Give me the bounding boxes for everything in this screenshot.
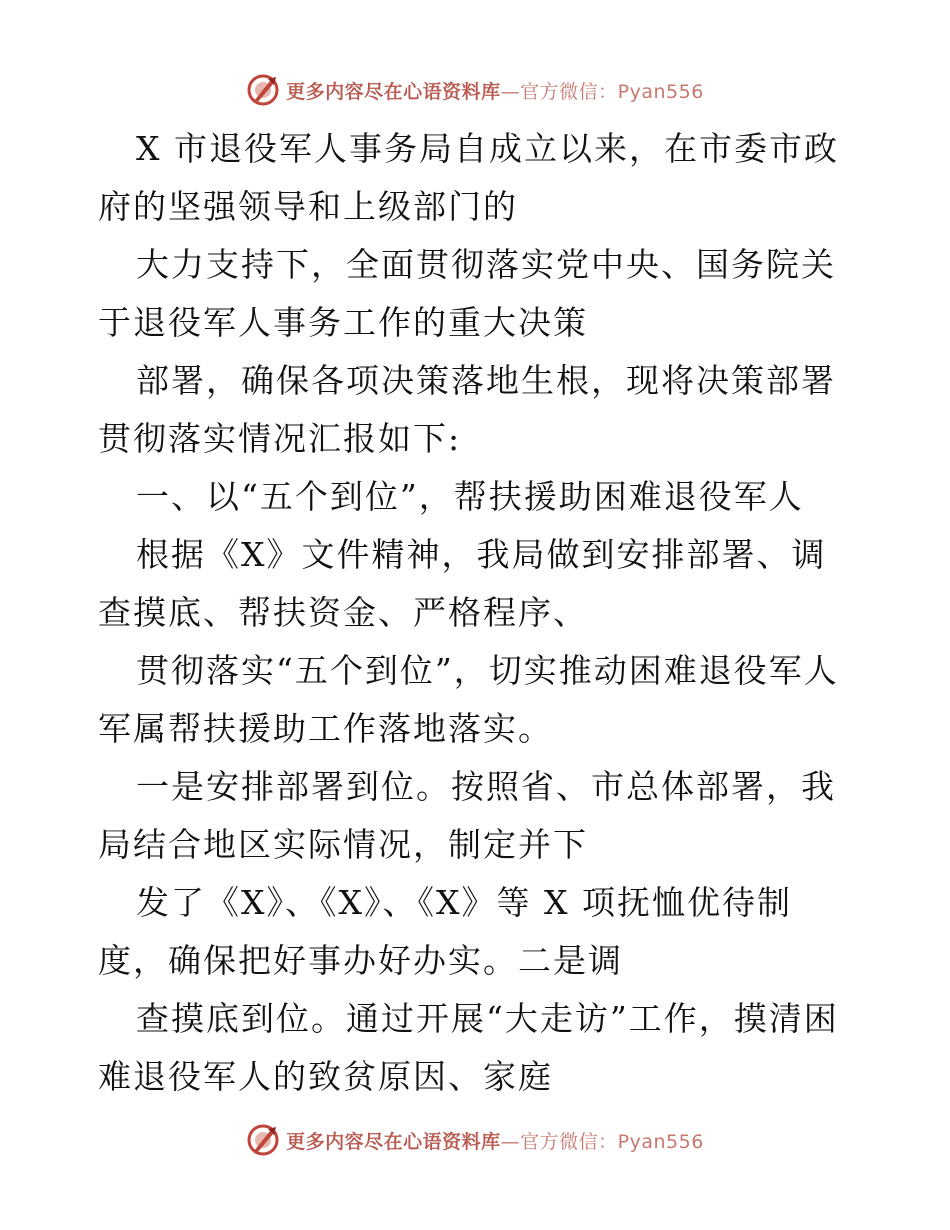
banner-text [286,77,704,104]
quill-pen-logo-icon [246,1123,280,1157]
paragraph: 一是安排部署到位。按照省、市总体部署，我局结合地区实际情况，制定并下 [98,767,836,864]
header-banner [0,70,950,110]
banner-dash: — [500,80,521,103]
paragraph: 贯彻落实“五个到位”，切实推动困难退役军人军属帮扶援助工作落地落实。 [98,651,839,748]
banner-main-text: 更多内容尽在心语资料库 [286,1130,501,1153]
paragraph: X 市退役军人事务局自成立以来，在市委市政府的坚强领导和上级部门的 [98,129,839,226]
footer-banner [0,1120,950,1160]
quill-pen-logo-icon [246,73,280,107]
paragraph: 查摸底到位。通过开展“大走访”工作，摸清困难退役军人的致贫原因、家庭 [98,999,839,1096]
banner-dash: — [500,1130,521,1153]
banner-wechat-text: 官方微信：Pyan556 [520,80,704,103]
section-heading: 一、以“五个到位”，帮扶援助困难退役军人 [136,477,804,516]
banner-main-text: 更多内容尽在心语资料库 [286,80,501,103]
paragraph: 部署，确保各项决策落地生根，现将决策部署贯彻落实情况汇报如下: [98,361,836,458]
document-body [98,120,858,1106]
paragraph: 大力支持下，全面贯彻落实党中央、国务院关于退役军人事务工作的重大决策 [98,245,836,342]
banner-wechat-text: 官方微信：Pyan556 [520,1130,704,1153]
paragraph: 根据《X》文件精神，我局做到安排部署、调查摸底、帮扶资金、严格程序、 [98,535,827,632]
banner-text [286,1127,704,1154]
paragraph: 发了《X》、《X》、《X》等 X 项抚恤优待制度，确保把好事办好办实。二是调 [98,883,792,980]
